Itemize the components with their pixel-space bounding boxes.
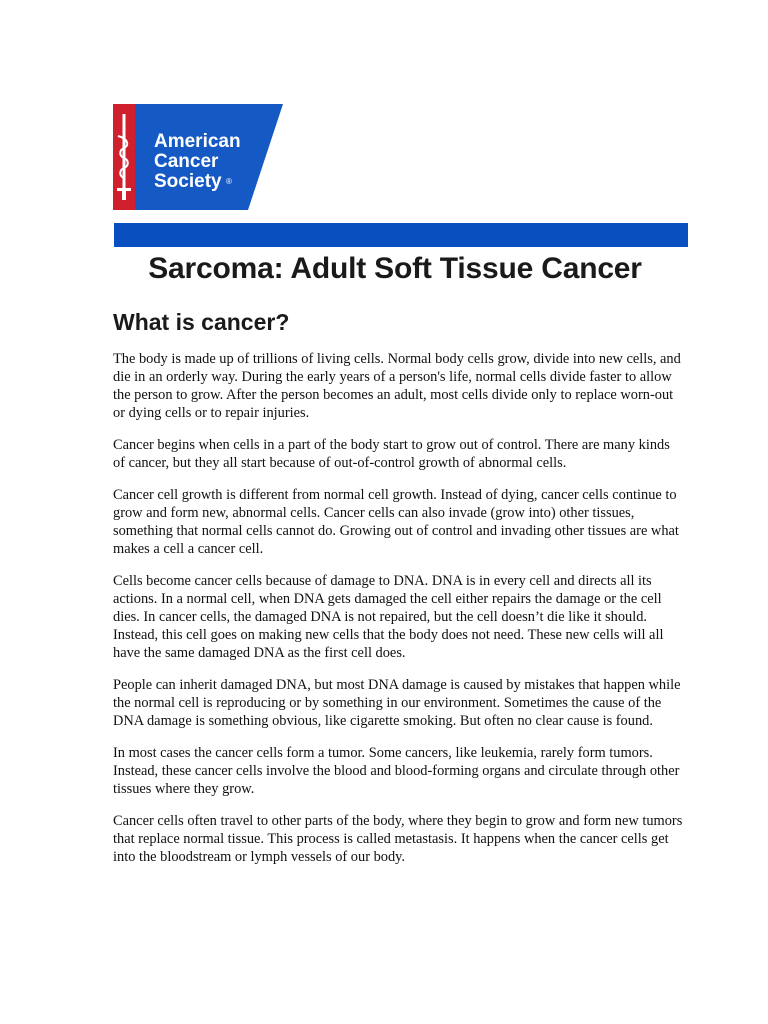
logo-graphic xyxy=(113,104,283,210)
paragraph: Cancer cell growth is different from normal cell growth. Instead of dying, cancer cells continue to grow and form new, abnormal cells. Cancer cells can also invade (grow into) other tissues, something that normal cells cannot do. Growing out of control and invading other tissues are what makes a cell a cancer cell. xyxy=(113,487,679,557)
logo-text-line2: Cancer xyxy=(154,151,219,172)
paragraph: Cells become cancer cells because of damage to DNA. DNA is in every cell and directs all its actions. In a normal cell, when DNA gets damaged the cell either repairs the damage or the cell dies. In cancer cells, the damaged DNA is not repaired, but the cell doesn’t die like it should. Instead, this cell goes on making new cells that the body does not need. These new cells will all have the same damaged DNA as the first cell does. xyxy=(113,573,664,661)
paragraph: Cancer cells often travel to other parts of the body, where they begin to grow and form new tumors that replace normal tissue. This process is called metastasis. It happens when the cancer cells get into the bloodstream or lymph vessels of our body. xyxy=(113,813,683,865)
paragraph: In most cases the cancer cells form a tumor. Some cancers, like leukemia, rarely form tumors. Instead, these cancer cells involve the blood and blood-forming organs and circulate through other tissues where they grow. xyxy=(113,745,680,797)
section-heading: What is cancer? xyxy=(113,309,290,335)
paragraph: People can inherit damaged DNA, but most DNA damage is caused by mistakes that happen while the normal cell is reproducing or by something in our environment. Sometimes the cause of the DNA damage is something obvious, like cigarette smoking. But often no clear cause is found. xyxy=(113,677,681,729)
paragraph: The body is made up of trillions of living cells. Normal body cells grow, divide into new cells, and die in an orderly way. During the early years of a person's life, normal cells divide faster to allow the person to grow. After the person becomes an adult, most cells divide only to replace worn-out or dying cells or to repair injuries. xyxy=(113,351,681,421)
american-cancer-society-logo xyxy=(113,104,283,210)
registered-mark: ® xyxy=(226,177,232,186)
logo-text-line3: Society xyxy=(154,171,222,192)
paragraph: Cancer begins when cells in a part of the body start to grow out of control. There are many kinds of cancer, but they all start because of out-of-control growth of abnormal cells. xyxy=(113,437,670,471)
header-accent-bar xyxy=(114,223,688,247)
document-title: Sarcoma: Adult Soft Tissue Cancer xyxy=(148,252,642,285)
logo-text-line1: American xyxy=(154,131,241,152)
body-content xyxy=(113,350,683,880)
